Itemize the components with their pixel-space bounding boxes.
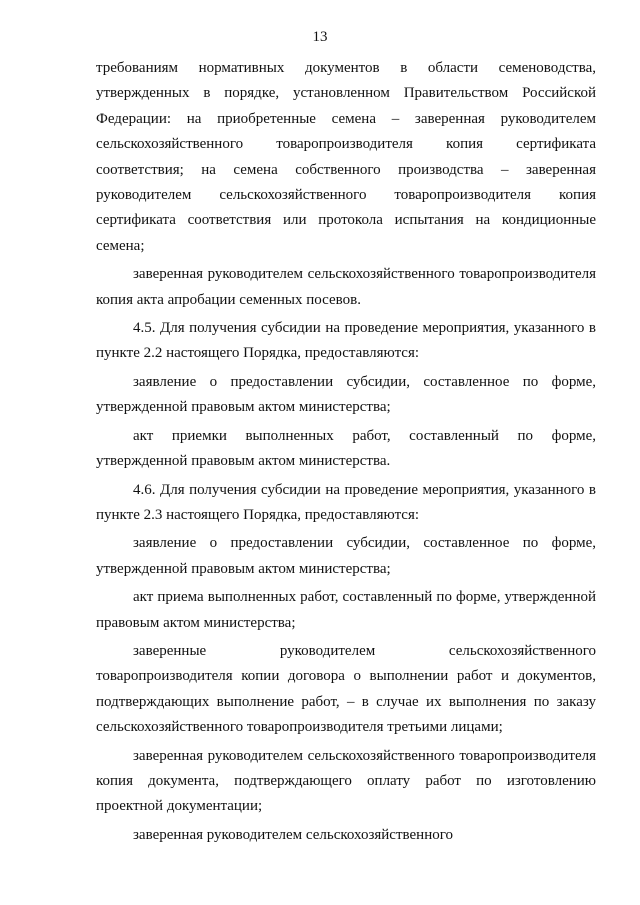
document-body xyxy=(96,56,596,848)
paragraph: заявление о предоставлении субсидии, составленное по форме, утвержденной правовым актом министерства; xyxy=(96,535,596,577)
paragraph: акт приемки выполненных работ, составленный по форме, утвержденной правовым актом министерства. xyxy=(96,427,596,470)
paragraph: акт приема выполненных работ, составленный по форме, утвержденной правовым актом министерства; xyxy=(96,589,596,631)
paragraph: заявление о предоставлении субсидии, составленное по форме, утвержденной правовым актом министерства; xyxy=(96,373,596,416)
paragraph: 4.6. Для получения субсидии на проведение мероприятия, указанного в пункте 2.3 настоящего Порядка, предоставляются: xyxy=(96,481,596,523)
page-number: 13 xyxy=(312,29,328,45)
paragraph: заверенная руководителем сельскохозяйственного товаропроизводителя копия акта апробации семенных посевов. xyxy=(96,266,596,308)
paragraph: 4.5. Для получения субсидии на проведение мероприятия, указанного в пункте 2.2 настоящего Порядка, предоставляются: xyxy=(96,320,596,362)
paragraph: заверенная руководителем сельскохозяйственного xyxy=(133,826,454,843)
paragraph: требованиям нормативных документов в области семеноводства, утвержденных в порядке, установленном Правительством Российской Федерации: на приобретенные семена – заверенная руководителем сельскохозяйственного товаропроизводителя копия сертификата соответствия; на семена собственного производства – заверенная руководителем сельскохозяйственного товаропроизводителя копия сертификата соответствия или протокола испытания на кондиционные семена; xyxy=(96,60,596,254)
paragraph: заверенная руководителем сельскохозяйственного товаропроизводителя копия документа, подтверждающего оплату работ по изготовлению проектной документации; xyxy=(96,747,596,815)
paragraph: заверенные руководителем сельскохозяйственного товаропроизводителя копии договора о выполнении работ и документов, подтверждающих выполнение работ, – в случае их выполнения по заказу сельскохозяйственного товаропроизводителя третьими лицами; xyxy=(96,642,596,736)
